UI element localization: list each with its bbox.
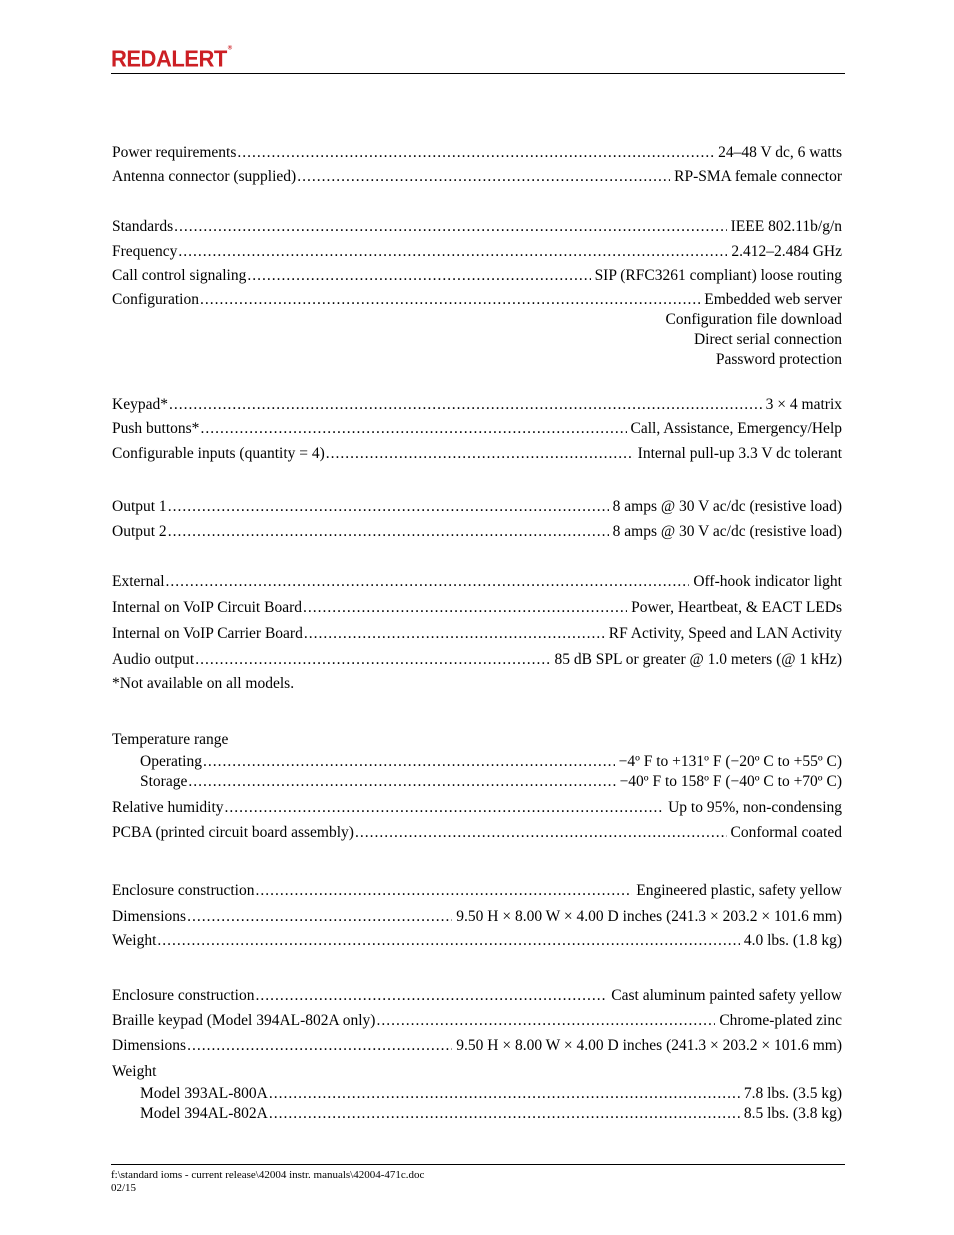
spec-keypad: Keypad* ..... 3 × 4 matrix [112, 395, 842, 415]
spec-pcba: PCBA (printed circuit board assembly) ..... Conformal coated [112, 823, 842, 843]
footer-date: 02/15 [111, 1182, 137, 1194]
spec-antenna: Antenna connector (supplied) ..... RP-SMA female connector [112, 167, 842, 187]
spec-storage: Storage ..... −40º F to 158º F (−40º C to +70º C) [140, 772, 842, 792]
footnote: *Not available on all models. [112, 675, 295, 692]
spec-frequency: Frequency ..... 2.412–2.484 GHz [112, 242, 842, 262]
spec-output-1: Output 1 ..... 8 amps @ 30 V ac/dc (resistive load) [112, 497, 842, 517]
spec-plastic-dimensions: Dimensions ..... 9.50 H × 8.00 W × 4.00 D inches (241.3 × 203.2 × 101.6 mm) [112, 907, 842, 927]
spec-plastic-enclosure: Enclosure construction ..... Engineered plastic, safety yellow [112, 881, 842, 901]
spec-operating: Operating ..... −4º F to +131º F (−20º C to +55º C) [140, 752, 842, 772]
spec-configuration: Configuration ..... Embedded web server [112, 290, 842, 310]
spec-braille: Braille keypad (Model 394AL-802A only) ..... Chrome-plated zinc [112, 1011, 842, 1031]
redalert-logo: REDALERT® [111, 45, 232, 72]
spec-humidity: Relative humidity ..... Up to 95%, non-condensing [112, 798, 842, 818]
spec-output-2: Output 2 ..... 8 amps @ 30 V ac/dc (resistive load) [112, 522, 842, 542]
spec-audio: Audio output ..... 85 dB SPL or greater @ 1.0 meters (@ 1 kHz) [112, 650, 842, 670]
spec-standards: Standards ..... IEEE 802.11b/g/n [112, 217, 842, 237]
spec-external: External ..... Off-hook indicator light [112, 572, 842, 592]
spec-voip-circuit: Internal on VoIP Circuit Board ..... Power, Heartbeat, & EACT LEDs [112, 598, 842, 618]
spec-push-buttons: Push buttons* ..... Call, Assistance, Emergency/Help [112, 419, 842, 439]
spec-plastic-weight: Weight ..... 4.0 lbs. (1.8 kg) [112, 931, 842, 951]
spec-model-393: Model 393AL-800A ..... 7.8 lbs. (3.5 kg) [140, 1084, 842, 1104]
temperature-range-heading: Temperature range [112, 731, 229, 748]
spec-metal-enclosure: Enclosure construction ..... Cast aluminum painted safety yellow [112, 986, 842, 1006]
header-rule [111, 73, 845, 74]
spec-call-control: Call control signaling ..... SIP (RFC3261 compliant) loose routing [112, 266, 842, 286]
spec-voip-carrier: Internal on VoIP Carrier Board ..... RF Activity, Speed and LAN Activity [112, 624, 842, 644]
spec-power: Power requirements ..... 24–48 V dc, 6 watts [112, 143, 842, 163]
spec-inputs: Configurable inputs (quantity = 4) ..... Internal pull-up 3.3 V dc tolerant [112, 444, 842, 464]
footer-file-path: f:\standard ioms - current release\42004 instr. manuals\42004-471c.doc [111, 1169, 425, 1181]
config-extra-3: Password protection [715, 351, 842, 368]
footer-rule [111, 1164, 845, 1165]
config-extra-1: Configuration file download [665, 311, 842, 328]
metal-weight-heading: Weight [112, 1063, 157, 1080]
config-extra-2: Direct serial connection [693, 331, 842, 348]
spec-model-394: Model 394AL-802A ..... 8.5 lbs. (3.8 kg) [140, 1104, 842, 1124]
spec-metal-dimensions: Dimensions ..... 9.50 H × 8.00 W × 4.00 D inches (241.3 × 203.2 × 101.6 mm) [112, 1036, 842, 1056]
